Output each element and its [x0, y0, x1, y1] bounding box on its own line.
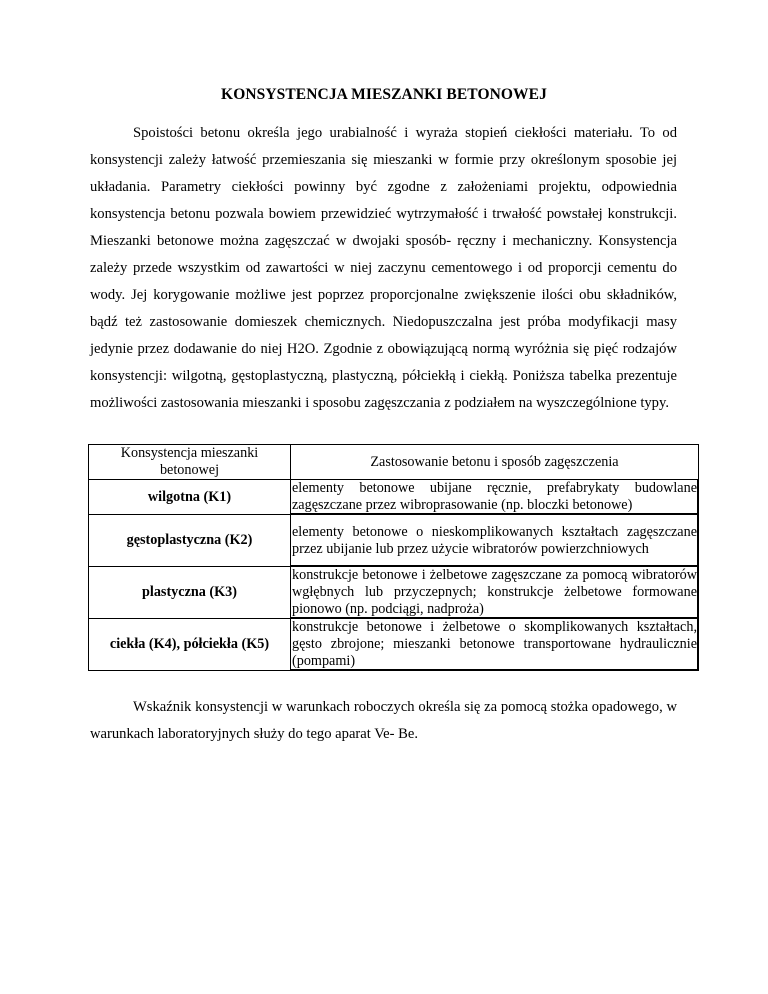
closing-paragraph: Wskaźnik konsystencji w warunkach roboczych określa się za pomocą stożka opadowego, w warunkach laboratoryjnych służy do tego aparat Ve- Be. — [90, 699, 677, 742]
consistency-table — [88, 444, 699, 671]
header-usage: Zastosowanie betonu i sposób zagęszczenia — [291, 445, 699, 480]
consistency-type-cell: gęstoplastyczna (K2) — [89, 515, 291, 567]
header-consistency: Konsystencja mieszanki betonowej — [89, 445, 291, 480]
document-title: KONSYSTENCJA MIESZANKI BETONOWEJ — [221, 86, 547, 103]
table-row — [89, 515, 699, 567]
usage-cell: konstrukcje betonowe i żelbetowe zagęszczane za pomocą wibratorów wgłębnych lub przyczepnych; konstrukcje żelbetowe formowane pionowo (np. podciągi, nadproża) — [292, 567, 697, 617]
usage-cell: konstrukcje betonowe i żelbetowe o skomplikowanych kształtach, gęsto zbrojone; mieszanki betonowe transportowane hydraulicznie (pompami) — [292, 619, 697, 669]
intro-paragraph: Spoistości betonu określa jego urabialność i wyraża stopień ciekłości materiału. To od konsystencji zależy łatwość przemieszania się mieszanki w formie przy określonym sposobie jej układania. Parametry ciekłości powinny być zgodne z założeniami projektu, odpowiednia konsystencja betonu pozwala bowiem przewidzieć wytrzymałość i trwałość powstałej konstrukcji. Mieszanki betonowe można zagęszczać w dwojaki sposób- ręczny i mechaniczny. Konsystencja zależy przede wszystkim od zawartości w niej zaczynu cementowego i od proporcji cementu do wody. Jej korygowanie możliwe jest poprzez proporcjonalne zwiększenie ilości obu składników, bądź też zastosowanie domieszek chemicznych. Niedopuszczalna jest próba modyfikacji masy jedynie przez dodawanie do niej H2O. Zgodnie z obowiązującą normą wyróżnia się pięć rodzajów konsystencji: wilgotną, gęstoplastyczną, plastyczną, półciekłą i ciekłą. Poniższa tabelka prezentuje możliwości zastosowania mieszanki i sposobu zagęszczania z podziałem na wyszczególnione typy. — [90, 125, 677, 411]
table-row — [89, 480, 699, 515]
usage-cell: elementy betonowe o nieskomplikowanych kształtach zagęszczane przez ubijanie lub przez użycie wibratorów powierzchniowych — [291, 515, 699, 567]
table-row — [89, 619, 699, 671]
consistency-type-cell: wilgotna (K1) — [89, 480, 291, 515]
usage-cell: elementy betonowe ubijane ręcznie, prefabrykaty budowlane zagęszczane przez wibroprasowanie (np. bloczki betonowe) — [292, 480, 697, 513]
consistency-type-cell: ciekła (K4), półciekła (K5) — [89, 619, 291, 671]
table-row — [89, 567, 699, 619]
consistency-type-cell: plastyczna (K3) — [89, 567, 291, 619]
table-header-row — [89, 445, 699, 480]
